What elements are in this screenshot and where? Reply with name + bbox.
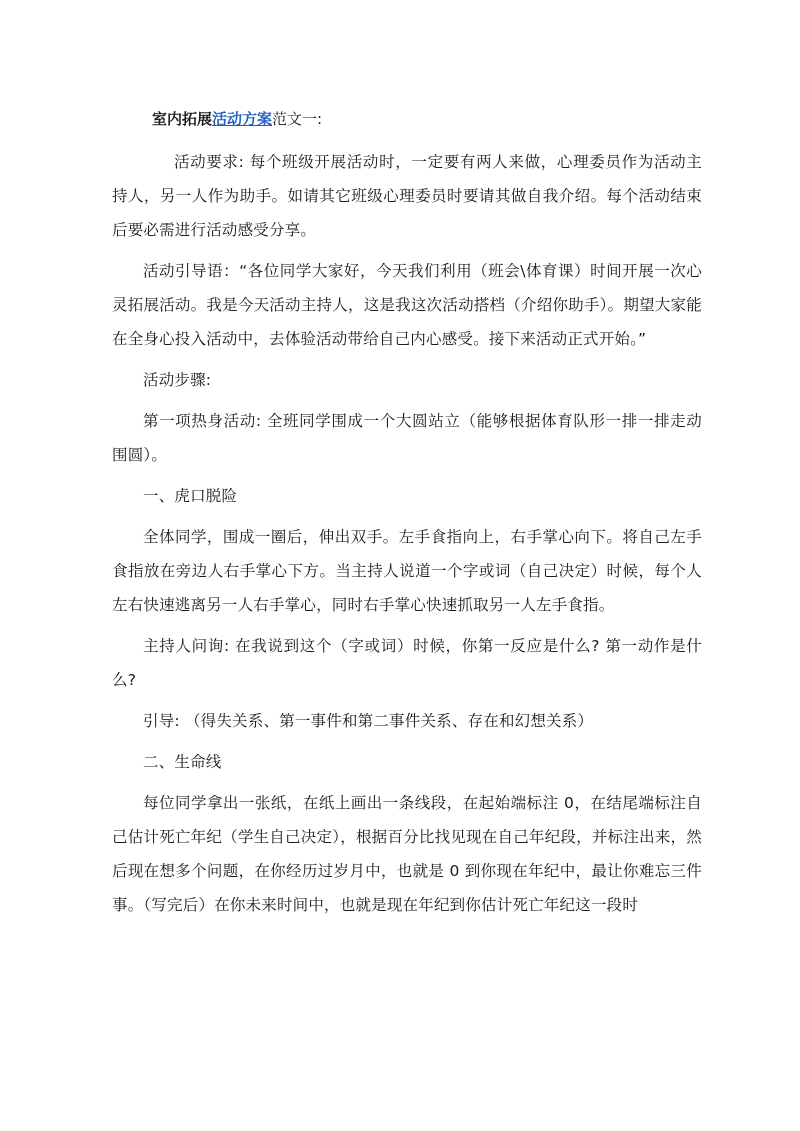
title-suffix: 范文一:	[272, 110, 323, 128]
paragraph-steps-heading: 活动步骤:	[143, 371, 212, 389]
section-heading-tiger-mouth: 一、虎口脱险	[143, 487, 238, 505]
document-title	[152, 108, 322, 130]
paragraph-warmup: 第一项热身活动: 全班同学围成一个大圆站立（能够根据体育队形一排一排走动围圆）。	[112, 412, 702, 464]
paragraph-host-question: 主持人问询: 在我说到这个（字或词）时候，你第一反应是什么? 第一动作是什么?	[112, 637, 702, 689]
paragraph-requirements: 活动要求: 每个班级开展活动时，一定要有两人来做，心理委员作为活动主持人，另一人作为助手。如请其它班级心理委员时要请其做自我介绍。每个活动结束后要必需进行活动感受分享。	[112, 153, 702, 239]
paragraph-tiger-mouth-rules: 全体同学，围成一圈后，伸出双手。左手食指向上，右手掌心向下。将自己左手食指放在旁边人右手掌心下方。当主持人说道一个字或词（自己决定）时候，每个人左右快速逃离另一人右手掌心，同时右手掌心快速抓取另一人左手食指。	[112, 528, 702, 614]
title-prefix: 室内拓展	[152, 110, 213, 128]
paragraph-guide-speech: 活动引导语：“各位同学大家好，今天我们利用（班会\体育课）时间开展一次心灵拓展活动。我是今天活动主持人，这是我这次活动搭档（介绍你助手）。期望大家能在全身心投入活动中，去体验活动带给自己内心感受。接下来活动正式开始。”	[112, 262, 702, 348]
title-link[interactable]: 活动方案	[212, 110, 273, 128]
section-heading-lifeline: 二、生命线	[143, 753, 222, 771]
document-body	[112, 145, 702, 929]
paragraph-guidance: 引导: （得失关系、第一事件和第二事件关系、存在和幻想关系）	[143, 712, 594, 730]
paragraph-lifeline-rules: 每位同学拿出一张纸，在纸上画出一条线段，在起始端标注 0，在结尾端标注自己估计死亡年纪（学生自己决定），根据百分比找见现在自己年纪段，并标注出来，然后现在想多个问题，在你经历过岁月中，也就是 0 到你现在年纪中，最让你难忘三件事。（写完后）在你未来时间中，也就是现在年纪到你估计死亡年纪这一段时	[112, 794, 702, 914]
